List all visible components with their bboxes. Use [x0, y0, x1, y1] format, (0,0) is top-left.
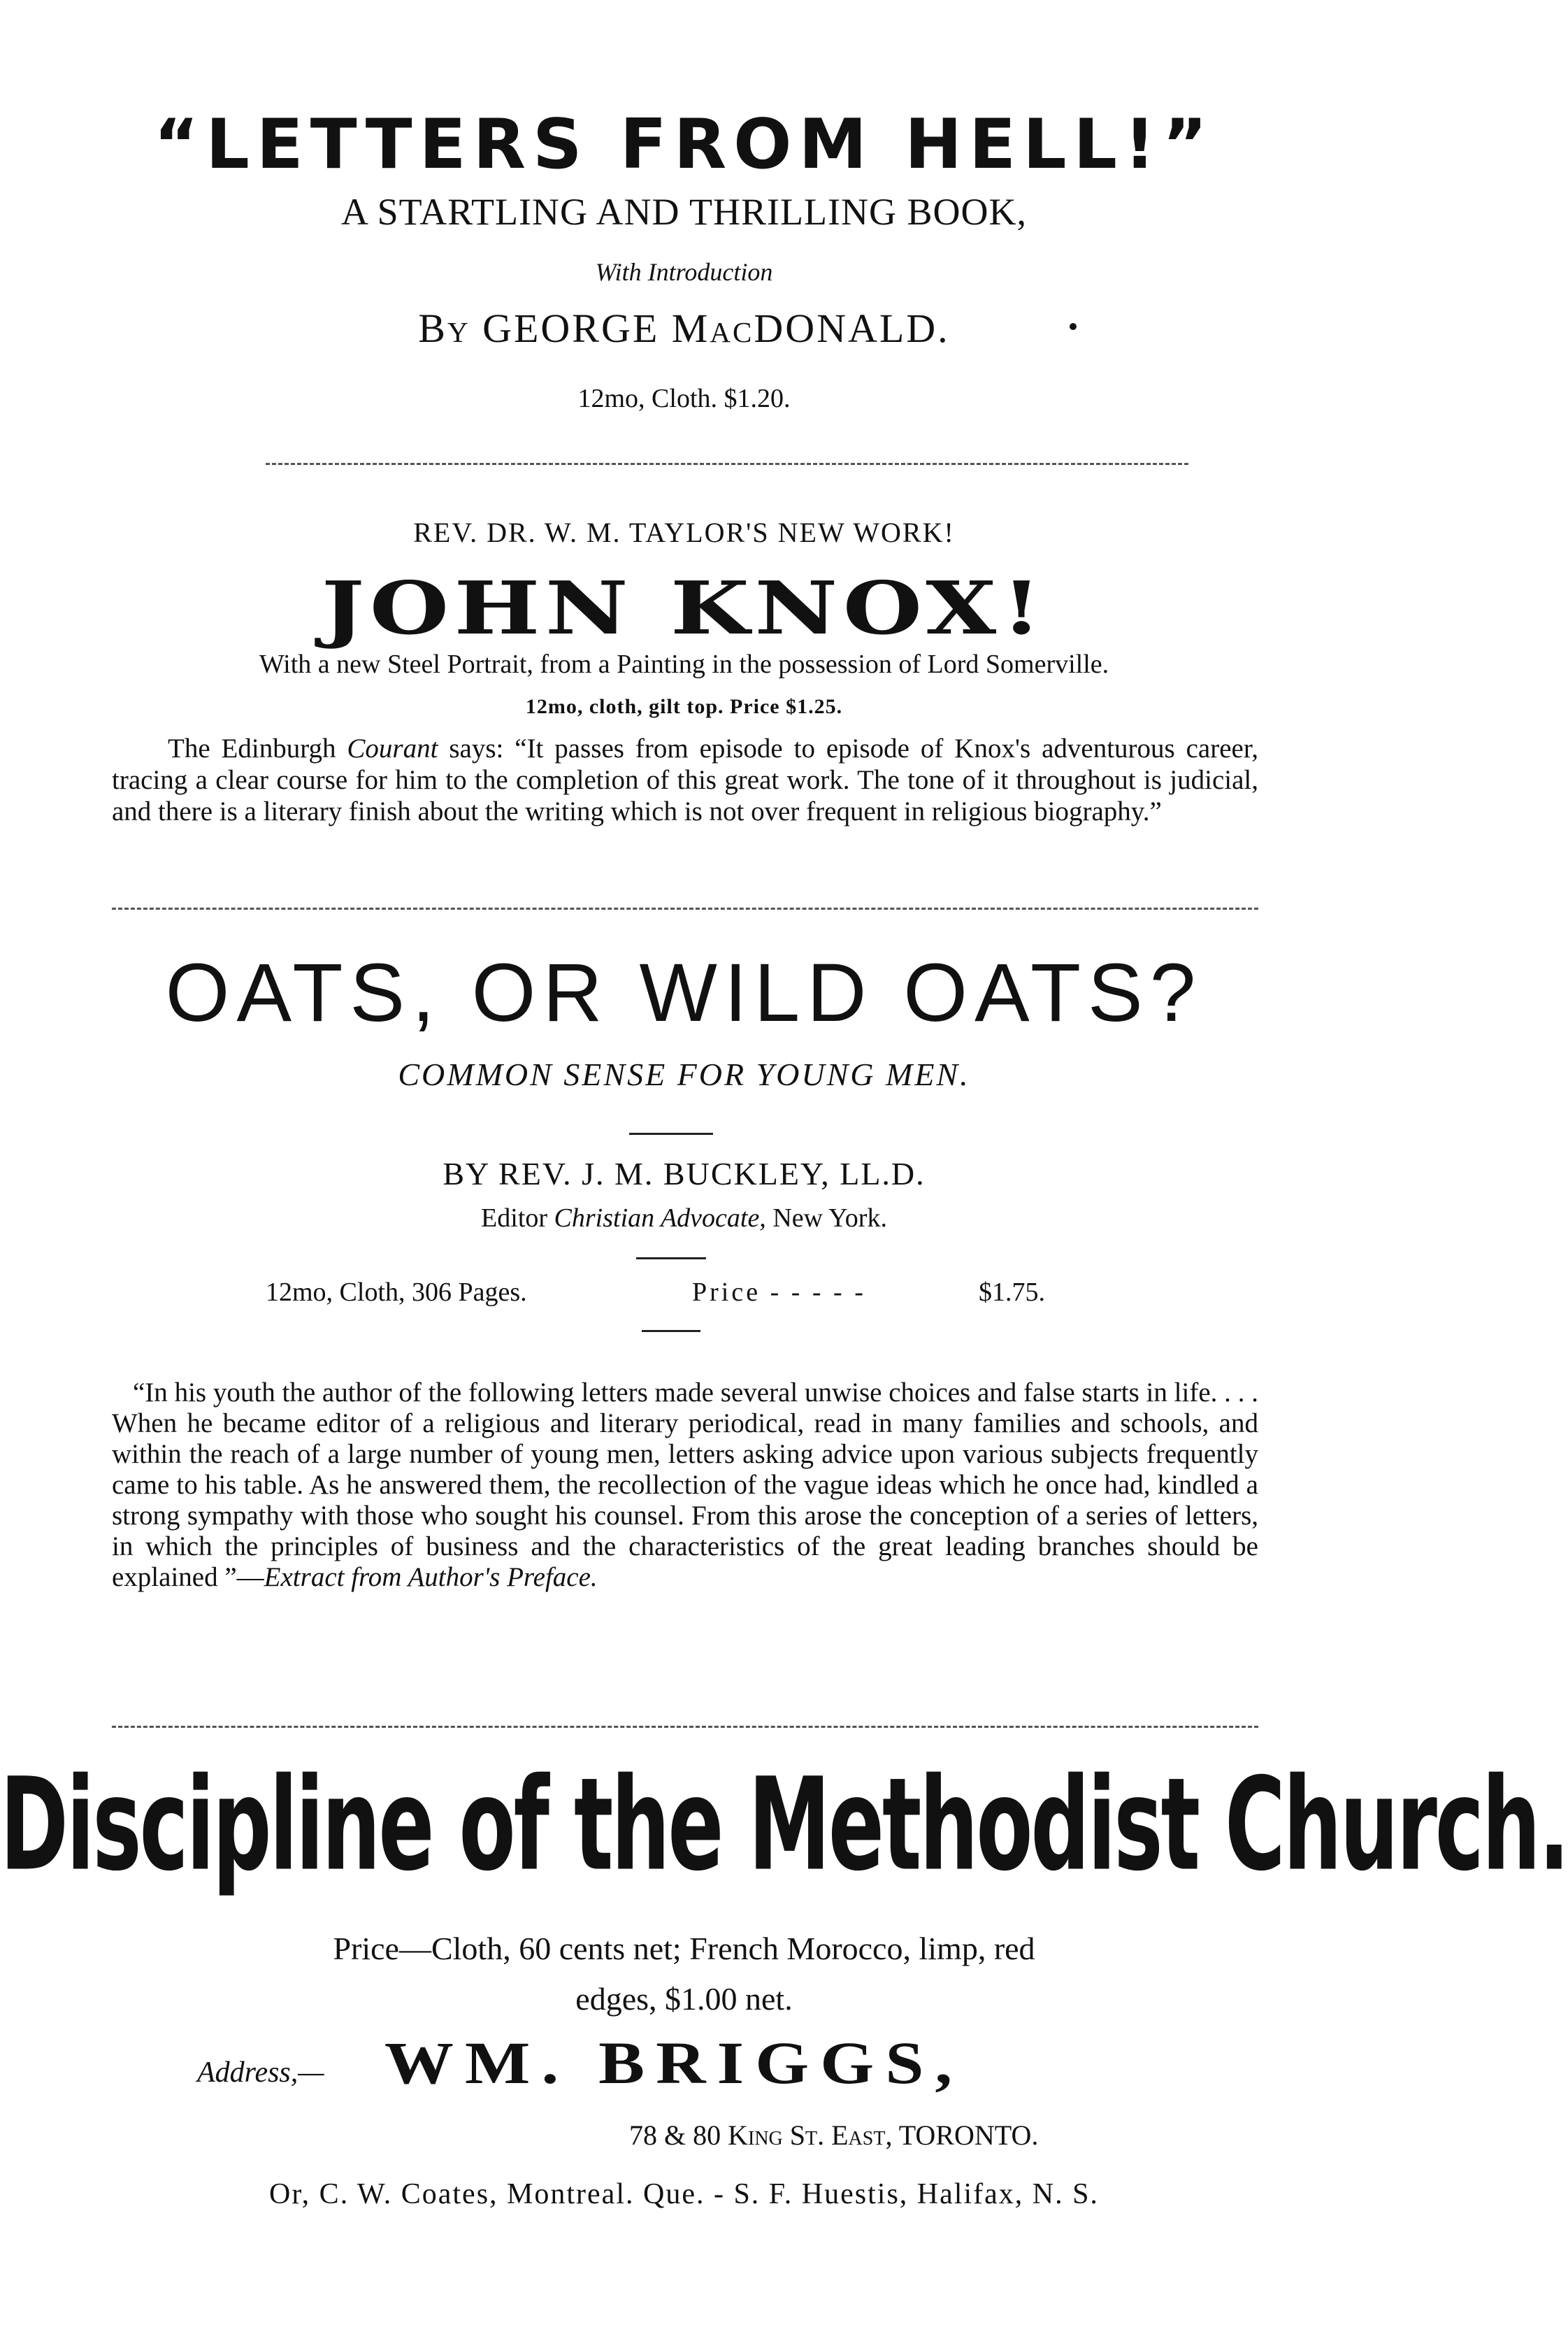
review-lead: The Edinburgh	[168, 734, 347, 764]
taylor-kicker: REV. DR. W. M. TAYLOR'S NEW WORK!	[413, 517, 955, 548]
agents-line: Or, C. W. Coates, Montreal. Que. - S. F. Huestis, Halifax, N. S.	[269, 2178, 1099, 2210]
editor-publication: Christian Advocate,	[554, 1203, 766, 1233]
methodist-discipline-title: Discipline of the Methodist Church.	[0, 1750, 1568, 1899]
knox-portrait-note: With a new Steel Portrait, from a Painting in the possession of Lord Somerville.	[259, 650, 1109, 679]
buckley-author: BY REV. J. M. BUCKLEY, LL.D.	[443, 1156, 926, 1192]
letters-author: By GEORGE MacDONALD.	[418, 306, 950, 351]
letters-from-hell-title: “LETTERS FROM HELL!”	[153, 105, 1215, 185]
section-divider	[266, 463, 1188, 465]
wild-oats-subtitle: COMMON SENSE FOR YOUNG MEN.	[398, 1057, 970, 1092]
stray-dot-mark	[1070, 323, 1077, 330]
john-knox-title: JOHN KNOX!	[321, 565, 1047, 651]
oats-preface-extract	[112, 1378, 1258, 1593]
review-source: Courant	[347, 734, 438, 764]
section-divider	[112, 908, 1258, 910]
introduction-label: With Introduction	[595, 258, 773, 286]
wild-oats-title: OATS, OR WILD OATS?	[165, 947, 1203, 1039]
publisher-name: WM. BRIGGS,	[384, 2029, 964, 2096]
short-rule	[642, 1330, 700, 1332]
letters-format-price: 12mo, Cloth. $1.20.	[577, 384, 791, 413]
preface-source: Extract from Author's Preface.	[264, 1562, 598, 1592]
buckley-editor-line	[0, 1203, 1368, 1233]
discipline-price-line-1: Price—Cloth, 60 cents net; French Morocco, limp, red	[333, 1931, 1035, 1966]
oats-format: 12mo, Cloth, 306 Pages.	[266, 1278, 527, 1307]
section-divider	[112, 1726, 1258, 1728]
discipline-price-line-2: edges, $1.00 net.	[575, 1981, 793, 2017]
short-rule	[629, 1133, 713, 1135]
oats-price: $1.75.	[979, 1278, 1045, 1307]
preface-text: “In his youth the author of the following letters made several unwise choices and false starts in life. . . . When he became editor of a religious and literary periodical, read in many families and schools, and within the reach of a large number of young men, letters asking advice upon various subjects frequently came to his table. As he answered them, the recollection of the vague ideas which he once had, kindled a strong sympathy with those who sought his counsel. From this arose the conception of a series of letters, in which the principles of business and the characteristics of the great leading branches should be explained ”—	[112, 1378, 1258, 1592]
editor-prefix: Editor	[481, 1203, 554, 1233]
knox-review	[112, 733, 1258, 827]
editor-suffix: New York.	[765, 1203, 887, 1233]
knox-format-price: 12mo, cloth, gilt top. Price $1.25.	[525, 695, 843, 718]
oats-price-label: Price - - - - -	[692, 1278, 866, 1307]
short-rule	[636, 1257, 706, 1259]
letters-subtitle: A STARTLING AND THRILLING BOOK,	[341, 191, 1027, 233]
review-text: says: “It passes from episode to episode of Knox's adventurous career, tracing a clear course for him to the completion of this great work. The tone of it throughout is judicial, and there is a literary finish about the writing which is not over frequent in religious biography.”	[112, 734, 1259, 827]
publisher-street: 78 & 80 King St. East, TORONTO.	[629, 2119, 1039, 2151]
address-label: Address,—	[197, 2056, 324, 2089]
